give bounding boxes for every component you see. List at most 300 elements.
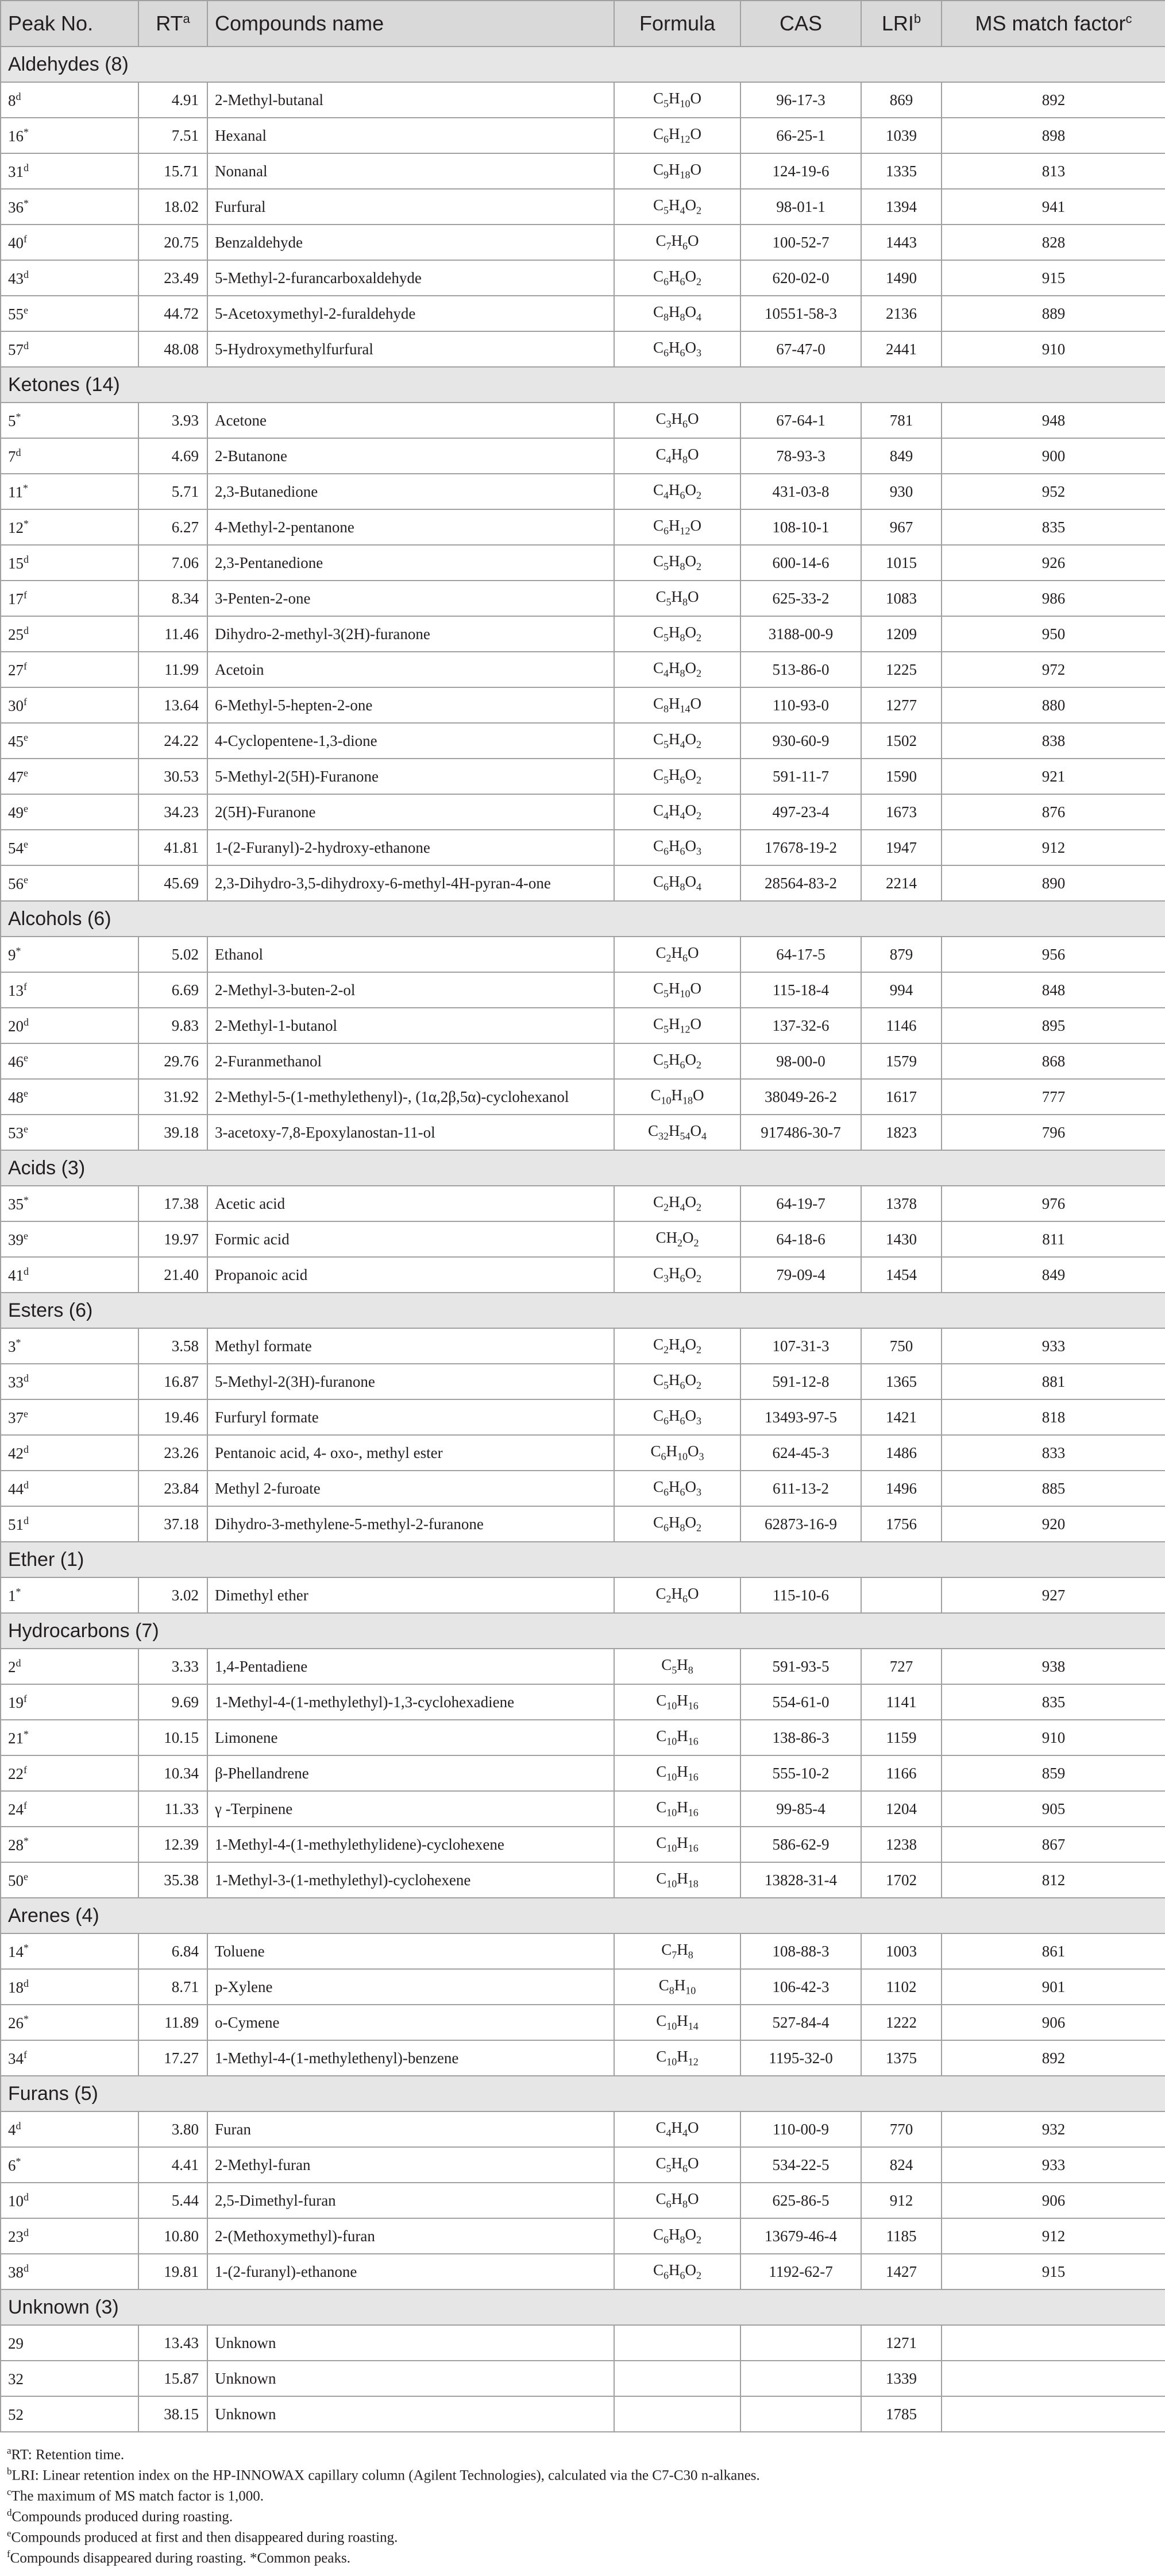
formula-part: 5 (663, 1023, 669, 1035)
ms-match-factor: 905 (1041, 1800, 1066, 1817)
retention-time: 12.39 (164, 1835, 199, 1853)
ms-match-cell (942, 474, 1165, 509)
formula-part: 10 (666, 1842, 677, 1854)
retention-time: 24.22 (164, 732, 199, 749)
group-title: Ether (1) (1, 1542, 1165, 1577)
cas-number: 137-32-6 (772, 1016, 830, 1034)
compound-name: γ -Terpinene (215, 1800, 293, 1817)
rt-cell (138, 474, 207, 509)
table-row (1, 2325, 1165, 2361)
peak-number: 52 (8, 2405, 24, 2423)
table-row (1, 1577, 1165, 1613)
formula-part: 4 (696, 311, 701, 323)
peak-number: 39 (8, 1231, 24, 1248)
peak-no-cell (1, 1720, 138, 1755)
cas-cell (740, 2396, 861, 2432)
ms-match-cell (942, 1008, 1165, 1043)
formula-part: 12 (680, 133, 690, 145)
peak-no-cell (1, 1684, 138, 1720)
table-row (1, 1043, 1165, 1079)
rt-cell (138, 1862, 207, 1898)
group-title: Furans (5) (1, 2076, 1165, 2111)
compound-name: 3-Penten-2-one (215, 589, 311, 607)
formula-part: 5 (663, 632, 669, 644)
formula-part: O (690, 161, 701, 179)
formula-cell (614, 865, 740, 901)
peak-number: 45 (8, 732, 24, 750)
compound-name: Dimethyl ether (215, 1586, 308, 1604)
formula-cell (614, 687, 740, 723)
peak-number: 44 (8, 1480, 24, 1498)
peak-no-cell (1, 82, 138, 118)
formula-cell (614, 1755, 740, 1791)
table-row (1, 1862, 1165, 1898)
rt-cell (138, 972, 207, 1008)
compound-name-cell (207, 331, 614, 367)
formula-part: C (653, 980, 663, 997)
peak-number: 25 (8, 625, 24, 643)
peak-no-cell (1, 1008, 138, 1043)
cas-number: 78-93-3 (776, 447, 825, 465)
formula-part: H (677, 1870, 688, 1887)
compound-name: 5-Methyl-2(5H)-Furanone (215, 767, 379, 785)
formula-part: 5 (666, 596, 672, 608)
formula-part: O (690, 695, 701, 713)
compound-name: 4-Methyl-2-pentanone (215, 518, 354, 536)
cas-number: 100-52-7 (772, 233, 830, 251)
rt-cell (138, 2325, 207, 2361)
formula-part: 54 (680, 1130, 690, 1142)
cas-cell (740, 1435, 861, 1471)
footnote-text: LRI: Linear retention index on the HP-INNOWAX capillary column (Agilent Technologies), calculated via the C7-C30 n-alkanes. (11, 2467, 760, 2484)
lri-cell (861, 1328, 942, 1364)
lri-cell (861, 1257, 942, 1293)
formula-part: 10 (666, 1735, 677, 1747)
peak-footnote-mark: * (24, 1194, 29, 1206)
cas-number: 66-25-1 (776, 126, 825, 144)
compound-name-cell (207, 509, 614, 545)
peak-footnote-mark: e (24, 731, 28, 743)
peak-number: 21 (8, 1729, 24, 1747)
peak-number: 47 (8, 768, 24, 786)
retention-time: 9.83 (171, 1016, 199, 1034)
rt-cell (138, 545, 207, 581)
cas-cell (740, 438, 861, 474)
formula-part: 6 (680, 1272, 685, 1285)
formula-cell (614, 403, 740, 438)
compound-name-cell (207, 1328, 614, 1364)
footnote (7, 2461, 1156, 2482)
cas-number: 98-00-0 (776, 1052, 825, 1070)
cas-cell (740, 189, 861, 225)
cas-cell (740, 1186, 861, 1221)
formula-part: C (653, 695, 663, 713)
rt-cell (138, 759, 207, 794)
compound-name: 1-Methyl-4-(1-methylethyl)-1,3-cyclohexadiene (215, 1693, 515, 1711)
peak-no-cell (1, 2147, 138, 2183)
peak-footnote-mark: e (24, 1229, 28, 1241)
compound-name: Benzaldehyde (215, 233, 303, 251)
formula-part: 16 (688, 1735, 699, 1747)
lri-value: 1617 (886, 1088, 917, 1105)
ms-match-factor: 876 (1041, 803, 1066, 821)
lri-cell (861, 1755, 942, 1791)
rt-cell (138, 1684, 207, 1720)
group-header-row (1, 2076, 1165, 2111)
lri-value: 1204 (886, 1800, 917, 1817)
table-row (1, 82, 1165, 118)
lri-value: 1496 (886, 1479, 917, 1497)
lri-cell (861, 1933, 942, 1969)
peak-number: 34 (8, 2049, 24, 2067)
compound-name-cell (207, 759, 614, 794)
retention-time: 4.91 (171, 91, 199, 109)
cas-number: 107-31-3 (772, 1337, 830, 1355)
cas-number: 79-09-4 (776, 1266, 825, 1283)
lri-value: 1185 (886, 2227, 917, 2245)
formula-part: 8 (663, 311, 669, 323)
peak-footnote-mark: d (24, 268, 29, 280)
ms-match-factor: 833 (1041, 1444, 1066, 1461)
peak-no-cell (1, 118, 138, 153)
lri-value: 1430 (886, 1230, 917, 1248)
peak-no-cell (1, 153, 138, 189)
cas-cell (740, 331, 861, 367)
peak-number: 15 (8, 554, 24, 572)
formula-part: 2 (696, 738, 701, 751)
cas-number: 67-47-0 (776, 340, 825, 358)
peak-number: 18 (8, 1978, 24, 1996)
formula-part: O (685, 196, 696, 214)
table-row (1, 153, 1165, 189)
formula-part: C (653, 268, 663, 285)
formula-part: C (653, 481, 663, 499)
lri-value: 824 (889, 2156, 913, 2173)
retention-time: 15.71 (164, 162, 199, 180)
compound-name-cell (207, 118, 614, 153)
cas-cell (740, 937, 861, 972)
peak-number: 33 (8, 1373, 24, 1391)
footnote-mark: b (7, 2466, 12, 2477)
ms-match-cell (942, 1471, 1165, 1506)
formula-part: 2 (696, 204, 701, 216)
retention-time: 3.93 (171, 411, 199, 429)
ms-match-cell (942, 296, 1165, 331)
ms-match-factor: 986 (1041, 589, 1066, 607)
ms-match-factor: 848 (1041, 981, 1066, 999)
compound-name-cell (207, 189, 614, 225)
table-row (1, 118, 1165, 153)
cas-cell (740, 1506, 861, 1542)
formula-part: H (671, 2190, 682, 2208)
lri-value: 1159 (886, 1728, 917, 1746)
compound-name: 2-Methyl-5-(1-methylethenyl)-, (1α,2β,5α)-cyclohexanol (215, 1088, 569, 1105)
formula-part: 6 (680, 2269, 685, 2281)
cas-cell (740, 474, 861, 509)
table-header-row (1, 1, 1165, 47)
peak-number: 40 (8, 234, 24, 252)
formula-part: C (653, 1371, 663, 1389)
ms-match-cell (942, 403, 1165, 438)
rt-cell (138, 687, 207, 723)
formula-part: C (661, 1656, 672, 1674)
formula-part: C (658, 1977, 669, 1994)
compound-name-cell (207, 1649, 614, 1684)
ms-match-factor: 900 (1041, 447, 1066, 465)
lri-cell (861, 616, 942, 652)
formula-part: C (653, 1264, 663, 1282)
formula-part: C (656, 1727, 667, 1745)
table-row (1, 1720, 1165, 1755)
ms-match-cell (942, 2111, 1165, 2147)
lri-cell (861, 2218, 942, 2254)
table-row (1, 687, 1165, 723)
formula-part: 8 (663, 703, 669, 715)
peak-number: 53 (8, 1124, 24, 1142)
retention-time: 16.87 (164, 1372, 199, 1390)
formula-part: 16 (688, 1700, 699, 1712)
ms-match-factor: 921 (1041, 767, 1066, 785)
cas-number: 930-60-9 (772, 732, 830, 749)
formula-part: C (653, 339, 663, 357)
formula-part: 6 (680, 1059, 685, 1071)
group-header-row (1, 1150, 1165, 1186)
table-row (1, 2254, 1165, 2289)
formula-cell (614, 2254, 740, 2289)
formula-part: CH (655, 1229, 677, 1247)
peak-no-cell (1, 1577, 138, 1613)
formula-part: C (655, 232, 666, 250)
formula-cell (614, 2183, 740, 2218)
formula-part: H (669, 695, 680, 713)
cas-number: 625-86-5 (772, 2191, 830, 2209)
column-header-compounds-name: Compounds name (207, 1, 614, 47)
peak-footnote-mark: f (24, 980, 27, 992)
peak-no-cell (1, 2005, 138, 2040)
formula-part: 2 (696, 1059, 701, 1071)
formula-part: H (671, 1585, 682, 1603)
formula-part: H (669, 552, 680, 570)
footnote (7, 2440, 1156, 2461)
formula-part: O (688, 1442, 699, 1460)
ms-match-factor: 885 (1041, 1479, 1066, 1497)
formula-cell (614, 1115, 740, 1150)
compound-name: Furfuryl formate (215, 1408, 319, 1426)
retention-time: 13.64 (164, 696, 199, 714)
peak-footnote-mark: f (24, 695, 27, 707)
cas-cell (740, 2254, 861, 2289)
formula-part: O (685, 1051, 696, 1069)
ms-match-cell (942, 509, 1165, 545)
formula-cell (614, 1827, 740, 1862)
formula-cell (614, 2396, 740, 2432)
lri-value: 1271 (886, 2334, 917, 2351)
lri-cell (861, 474, 942, 509)
lri-value: 1238 (886, 1835, 917, 1853)
lri-cell (861, 865, 942, 901)
peak-footnote-mark: * (16, 945, 21, 957)
formula-part: 10 (666, 1878, 677, 1890)
formula-cell (614, 830, 740, 865)
formula-part: 5 (663, 738, 669, 751)
formula-part: 6 (680, 845, 685, 857)
ms-match-factor: 868 (1041, 1052, 1066, 1070)
compound-name: 2,3-Dihydro-3,5-dihydroxy-6-methyl-4H-pyran-4-one (215, 874, 551, 892)
cas-number: 13828-31-4 (765, 1871, 837, 1889)
table-row (1, 1933, 1165, 1969)
formula-part: C (656, 1692, 667, 1709)
lri-cell (861, 509, 942, 545)
table-row (1, 1506, 1165, 1542)
peak-no-cell (1, 1257, 138, 1293)
group-header-row (1, 2289, 1165, 2325)
rt-cell (138, 1221, 207, 1257)
peak-number: 3 (8, 1337, 16, 1355)
peak-no-cell (1, 2040, 138, 2076)
retention-time: 31.92 (164, 1088, 199, 1105)
cas-number: 917486-30-7 (761, 1123, 841, 1141)
table-row (1, 1755, 1165, 1791)
formula-part: O (685, 659, 696, 677)
cas-number: 64-17-5 (776, 945, 825, 963)
rt-cell (138, 1506, 207, 1542)
peak-no-cell (1, 1399, 138, 1435)
ms-match-factor: 912 (1041, 838, 1066, 856)
ms-match-factor: 859 (1041, 1764, 1066, 1782)
compound-name-cell (207, 2111, 614, 2147)
lri-cell (861, 153, 942, 189)
formula-part: 7 (666, 240, 672, 252)
lri-cell (861, 1791, 942, 1827)
lri-cell (861, 1827, 942, 1862)
formula-part: H (671, 446, 682, 463)
formula-part: 2 (696, 2234, 701, 2246)
ms-match-factor: 915 (1041, 2262, 1066, 2280)
lri-cell (861, 2183, 942, 2218)
lri-value: 2441 (886, 340, 917, 358)
cas-cell (740, 403, 861, 438)
lri-cell (861, 1364, 942, 1399)
peak-no-cell (1, 1827, 138, 1862)
rt-cell (138, 1720, 207, 1755)
rt-cell (138, 652, 207, 687)
lri-cell (861, 2325, 942, 2361)
lri-cell (861, 1399, 942, 1435)
formula-part: 6 (663, 845, 669, 857)
cas-cell (740, 225, 861, 260)
rt-cell (138, 1471, 207, 1506)
cas-cell (740, 545, 861, 581)
formula-part: 2 (696, 1344, 701, 1356)
ms-match-cell (942, 225, 1165, 260)
ms-match-cell (942, 1115, 1165, 1150)
cas-cell (740, 687, 861, 723)
ms-match-factor: 952 (1041, 482, 1066, 500)
compound-name-cell (207, 260, 614, 296)
rt-cell (138, 616, 207, 652)
cas-number: 138-86-3 (772, 1728, 830, 1746)
formula-part: 18 (680, 169, 690, 181)
peak-number: 13 (8, 981, 24, 999)
ms-match-cell (942, 1827, 1165, 1862)
peak-no-cell (1, 1364, 138, 1399)
formula-part: 6 (680, 774, 685, 786)
ms-match-cell (942, 1079, 1165, 1115)
peak-footnote-mark: d (24, 1479, 29, 1491)
lri-value: 1394 (886, 198, 917, 215)
lri-cell (861, 2254, 942, 2289)
compound-name-cell (207, 438, 614, 474)
formula-part: O (685, 1514, 696, 1531)
peak-no-cell (1, 1862, 138, 1898)
formula-part: 8 (682, 454, 688, 466)
peak-no-cell (1, 865, 138, 901)
ms-match-cell (942, 189, 1165, 225)
table-row (1, 1684, 1165, 1720)
formula-part: 12 (680, 525, 690, 537)
peak-no-cell (1, 225, 138, 260)
rt-cell (138, 2254, 207, 2289)
lri-value: 1427 (886, 2262, 917, 2280)
peak-no-cell (1, 687, 138, 723)
compound-name: Pentanoic acid, 4- oxo-, methyl ester (215, 1444, 443, 1461)
formula-part: H (677, 1798, 688, 1816)
rt-cell (138, 1257, 207, 1293)
rt-cell (138, 1328, 207, 1364)
formula-part: H (674, 1977, 686, 1994)
peak-no-cell (1, 581, 138, 616)
ms-match-cell (942, 2361, 1165, 2396)
table-row (1, 2183, 1165, 2218)
formula-part: C (653, 837, 663, 855)
lri-cell (861, 2005, 942, 2040)
formula-part: 8 (680, 2234, 685, 2246)
footnote (7, 2523, 1156, 2544)
formula-part: C (653, 802, 663, 819)
formula-part: C (656, 1798, 667, 1816)
peak-number: 12 (8, 519, 24, 536)
peak-no-cell (1, 545, 138, 581)
formula-part: C (655, 446, 666, 463)
formula-part: C (656, 1763, 667, 1781)
lri-value: 1166 (886, 1764, 917, 1782)
formula-cell (614, 1079, 740, 1115)
formula-part: 6 (682, 1593, 688, 1605)
peak-number: 54 (8, 839, 24, 857)
formula-part: C (656, 1870, 667, 1887)
table-row (1, 1791, 1165, 1827)
lri-value: 1003 (886, 1942, 917, 1960)
formula-part: C (653, 2226, 663, 2244)
footnote-mark: d (7, 2507, 12, 2518)
compound-name: 1-Methyl-4-(1-methylethenyl)-benzene (215, 2049, 459, 2067)
peak-footnote-mark: * (23, 482, 28, 494)
formula-cell (614, 2005, 740, 2040)
formula-part: C (653, 2261, 663, 2279)
cas-cell (740, 1933, 861, 1969)
formula-part: 4 (680, 1344, 685, 1356)
peak-number: 14 (8, 1943, 24, 1960)
retention-time: 41.81 (164, 838, 199, 856)
ms-match-cell (942, 865, 1165, 901)
lri-cell (861, 82, 942, 118)
cas-cell (740, 1827, 861, 1862)
lri-cell (861, 403, 942, 438)
formula-part: O (688, 944, 699, 962)
ms-match-cell (942, 2325, 1165, 2361)
footnote-text: RT: Retention time. (11, 2447, 125, 2463)
formula-part: 2 (696, 1272, 701, 1285)
